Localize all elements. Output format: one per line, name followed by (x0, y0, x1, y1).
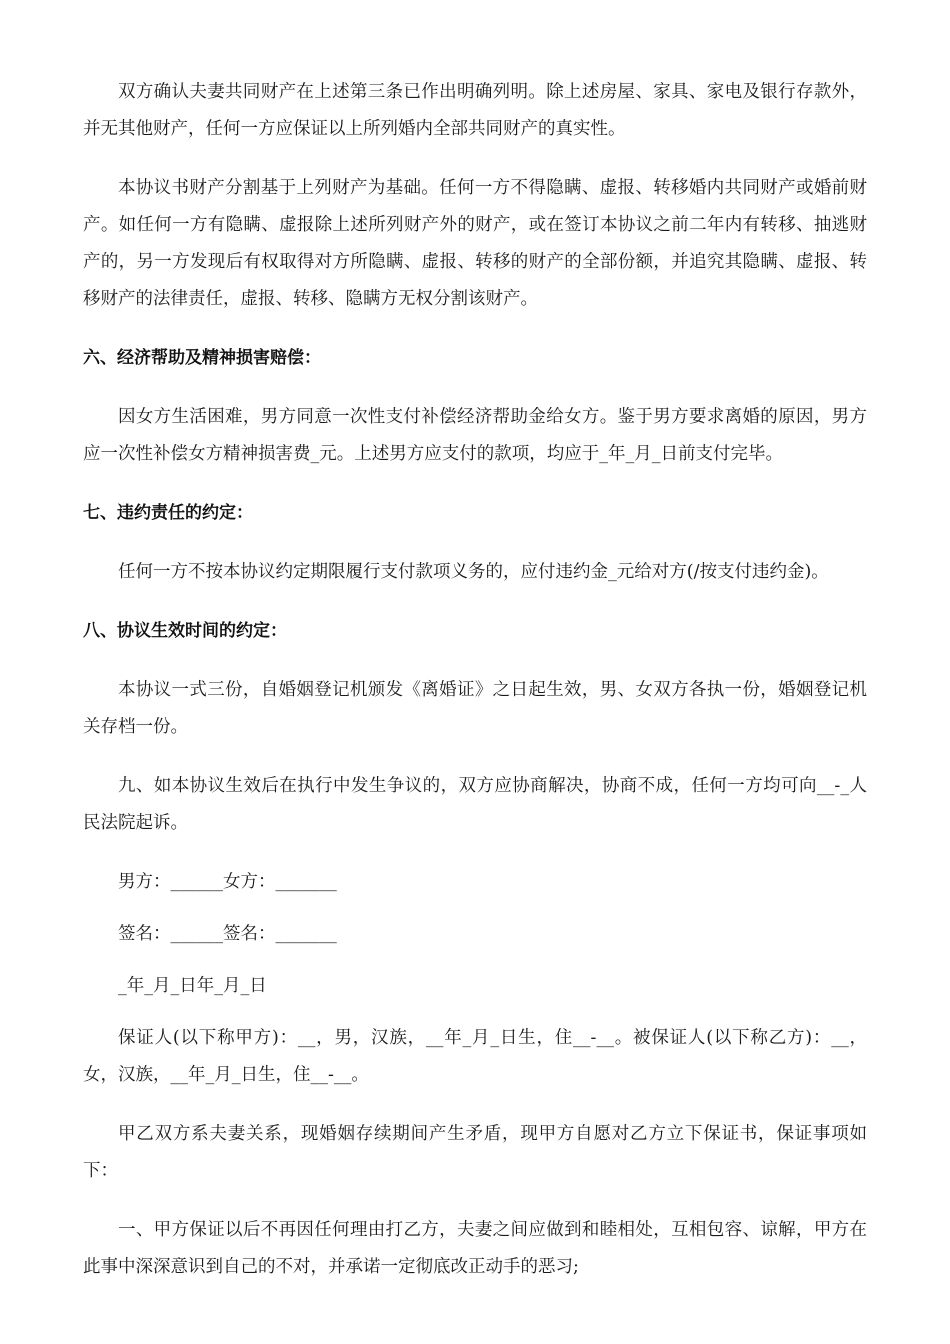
paragraph-guarantor-info: 保证人(以下称甲方)：__，男，汉族，__年_月_日生，住__-__。被保证人(以下称乙方)：__，女，汉族，__年_月_日生，住__-__。 (83, 1028, 867, 1085)
heading-breach-liability: 七、违约责任的约定： (83, 503, 253, 523)
paragraph-property-confirmation: 双方确认夫妻共同财产在上述第三条已作出明确列明。除上述房屋、家具、家电及银行存款外，并无其他财产，任何一方应保证以上所列婚内全部共同财产的真实性。 (83, 82, 867, 139)
paragraph-dispute-resolution: 九、如本协议生效后在执行中发生争议的，双方应协商解决，协商不成，任何一方均可向__-_人民法院起诉。 (83, 776, 867, 833)
paragraph-economic-help: 因女方生活困难，男方同意一次性支付补偿经济帮助金给女方。鉴于男方要求离婚的原因，男方应一次性补偿女方精神损害费_元。上述男方应支付的款项，均应于_年_月_日前支付完毕。 (83, 407, 867, 464)
heading-economic-help: 六、经济帮助及精神损害赔偿： (83, 348, 321, 368)
paragraph-effective-time: 本协议一式三份，自婚姻登记机颁发《离婚证》之日起生效，男、女双方各执一份，婚姻登记机关存档一份。 (83, 680, 867, 737)
signature-parties-line: 男方：______女方：_______ (118, 872, 337, 892)
paragraph-property-division: 本协议书财产分割基于上列财产为基础。任何一方不得隐瞒、虚报、转移婚内共同财产或婚前财产。如任何一方有隐瞒、虚报除上述所列财产外的财产，或在签订本协议之前二年内有转移、抽逃财产的，另一方发现后有权取得对方所隐瞒、虚报、转移的财产的全部份额，并追究其隐瞒、虚报、转移财产的法律责任，虚报、转移、隐瞒方无权分割该财产。 (83, 178, 867, 309)
paragraph-guarantee-item-1: 一、甲方保证以后不再因任何理由打乙方，夫妻之间应做到和睦相处，互相包容、谅解，甲方在此事中深深意识到自己的不对，并承诺一定彻底改正动手的恶习; (83, 1220, 867, 1277)
paragraph-guarantee-intro: 甲乙双方系夫妻关系，现婚姻存续期间产生矛盾，现甲方自愿对乙方立下保证书，保证事项如下： (83, 1124, 867, 1181)
signature-dates-line: _年_月_日年_月_日 (118, 976, 267, 996)
signature-names-line: 签名：______签名：_______ (118, 924, 337, 944)
document-body (83, 74, 867, 1308)
heading-effective-time: 八、协议生效时间的约定： (83, 621, 287, 641)
paragraph-breach-liability: 任何一方不按本协议约定期限履行支付款项义务的，应付违约金_元给对方(/按支付违约金)。 (118, 562, 829, 582)
